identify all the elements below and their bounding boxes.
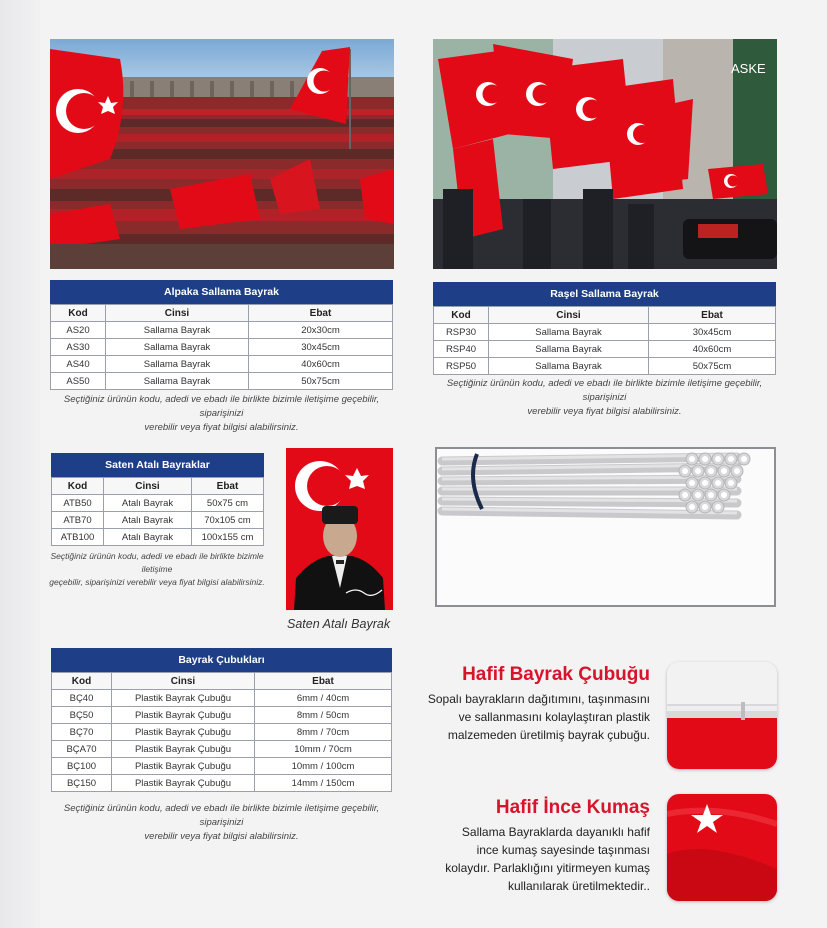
column-header-kod: Kod bbox=[434, 307, 489, 324]
cell-cinsi: Plastik Bayrak Çubuğu bbox=[112, 758, 255, 775]
cell-ebat: 40x60cm bbox=[249, 356, 393, 373]
cell-kod: RSP50 bbox=[434, 358, 489, 375]
saten-note bbox=[46, 550, 268, 589]
cubuk-note bbox=[51, 802, 392, 844]
saten-photo-caption: Saten Atalı Bayrak bbox=[287, 617, 391, 631]
cell-kod: ATB50 bbox=[52, 495, 104, 512]
table-row bbox=[51, 322, 393, 339]
feature-line: kullanılarak üretilmektedir.. bbox=[507, 879, 650, 893]
cell-ebat: 50x75cm bbox=[649, 358, 776, 375]
table-row bbox=[51, 373, 393, 390]
cell-ebat: 30x45cm bbox=[249, 339, 393, 356]
cell-kod: BÇ40 bbox=[52, 690, 112, 707]
cubuk-table-title: Bayrak Çubukları bbox=[51, 648, 392, 672]
table-row bbox=[52, 690, 392, 707]
cell-kod: BÇ150 bbox=[52, 775, 112, 792]
cell-cinsi: Sallama Bayrak bbox=[489, 341, 649, 358]
column-header-cinsi: Cinsi bbox=[112, 673, 255, 690]
cell-kod: BÇA70 bbox=[52, 741, 112, 758]
table-row bbox=[434, 358, 776, 375]
alpaka-note bbox=[50, 393, 393, 435]
alpaka-table-title: Alpaka Sallama Bayrak bbox=[50, 280, 393, 304]
feature-line: malzemeden üretilmiş bayrak çubuğu. bbox=[447, 728, 650, 742]
cell-ebat: 10mm / 100cm bbox=[255, 758, 392, 775]
cell-ebat: 70x105 cm bbox=[192, 512, 264, 529]
pole-closeup-thumbnail bbox=[667, 662, 777, 769]
note-line: verebilir veya fiyat bilgisi alabilirsiniz. bbox=[144, 422, 299, 433]
cell-ebat: 20x30cm bbox=[249, 322, 393, 339]
column-header-cinsi: Cinsi bbox=[106, 305, 249, 322]
column-header-ebat: Ebat bbox=[649, 307, 776, 324]
cell-ebat: 40x60cm bbox=[649, 341, 776, 358]
cell-kod: BÇ100 bbox=[52, 758, 112, 775]
ataturk-flag-photo bbox=[286, 448, 393, 610]
cell-ebat: 8mm / 70cm bbox=[255, 724, 392, 741]
note-line: Seçtiğiniz ürünün kodu, adedi ve ebadı ile birlikte bizimle iletişime geçebilir, siparişinizi bbox=[63, 394, 380, 419]
cell-ebat: 50x75cm bbox=[249, 373, 393, 390]
note-line: Seçtiğiniz ürünün kodu, adedi ve ebadı ile birlikte bizimle iletişime bbox=[50, 551, 264, 574]
table-row bbox=[52, 775, 392, 792]
table-row bbox=[52, 495, 264, 512]
building-sign: ASKE bbox=[731, 61, 766, 76]
cell-cinsi: Atalı Bayrak bbox=[104, 529, 192, 546]
cell-cinsi: Plastik Bayrak Çubuğu bbox=[112, 775, 255, 792]
cell-ebat: 100x155 cm bbox=[192, 529, 264, 546]
cell-ebat: 14mm / 150cm bbox=[255, 775, 392, 792]
feature-line: ve sallanmasını kolaylaştıran plastik bbox=[458, 710, 650, 724]
cell-kod: AS20 bbox=[51, 322, 106, 339]
column-header-kod: Kod bbox=[52, 673, 112, 690]
saten-table bbox=[51, 453, 264, 546]
cell-ebat: 6mm / 40cm bbox=[255, 690, 392, 707]
table-row bbox=[52, 724, 392, 741]
alpaka-table bbox=[50, 280, 393, 390]
note-line: verebilir veya fiyat bilgisi alabilirsiniz. bbox=[527, 406, 682, 417]
table-row bbox=[51, 339, 393, 356]
cell-ebat: 50x75 cm bbox=[192, 495, 264, 512]
note-line: Seçtiğiniz ürünün kodu, adedi ve ebadı ile birlikte bizimle iletişime geçebilir, siparişinizi bbox=[446, 378, 763, 403]
table-row bbox=[434, 341, 776, 358]
fabric-closeup-thumbnail bbox=[667, 794, 777, 901]
cell-kod: RSP40 bbox=[434, 341, 489, 358]
cell-cinsi: Sallama Bayrak bbox=[106, 356, 249, 373]
cell-kod: BÇ50 bbox=[52, 707, 112, 724]
plastic-poles-photo bbox=[435, 447, 776, 607]
cell-cinsi: Atalı Bayrak bbox=[104, 495, 192, 512]
cell-cinsi: Plastik Bayrak Çubuğu bbox=[112, 741, 255, 758]
cell-cinsi: Sallama Bayrak bbox=[106, 373, 249, 390]
table-row bbox=[52, 707, 392, 724]
crowd-flags-photo bbox=[50, 39, 394, 269]
cubuk-table bbox=[51, 648, 392, 792]
column-header-ebat: Ebat bbox=[255, 673, 392, 690]
rasel-table-title: Raşel Sallama Bayrak bbox=[433, 282, 776, 306]
table-row bbox=[52, 758, 392, 775]
feature-line: Sopalı bayrakların dağıtımını, taşınmasını bbox=[427, 692, 650, 706]
column-header-kod: Kod bbox=[51, 305, 106, 322]
note-line: verebilir veya fiyat bilgisi alabilirsiniz. bbox=[144, 831, 299, 842]
cell-kod: ATB70 bbox=[52, 512, 104, 529]
feature-text-pole bbox=[390, 690, 650, 744]
feature-text-fabric bbox=[390, 823, 650, 895]
feature-title-pole: Hafif Bayrak Çubuğu bbox=[462, 664, 650, 685]
feature-line: kolaydır. Parlaklığını yitirmeyen kumaş bbox=[445, 861, 650, 875]
note-line: Seçtiğiniz ürünün kodu, adedi ve ebadı ile birlikte bizimle iletişime geçebilir, siparişinizi bbox=[63, 803, 380, 828]
feature-line: ince kumaş sayesinde taşınması bbox=[476, 843, 650, 857]
cell-cinsi: Plastik Bayrak Çubuğu bbox=[112, 690, 255, 707]
table-row bbox=[52, 512, 264, 529]
column-header-cinsi: Cinsi bbox=[104, 478, 192, 495]
page-background-strip bbox=[0, 0, 40, 928]
cell-cinsi: Sallama Bayrak bbox=[106, 322, 249, 339]
saten-table-title: Saten Atalı Bayraklar bbox=[51, 453, 264, 477]
column-header-kod: Kod bbox=[52, 478, 104, 495]
cell-ebat: 8mm / 50cm bbox=[255, 707, 392, 724]
cell-cinsi: Plastik Bayrak Çubuğu bbox=[112, 724, 255, 741]
feature-title-fabric: Hafif İnce Kumaş bbox=[495, 797, 650, 818]
table-row bbox=[52, 529, 264, 546]
table-row bbox=[52, 741, 392, 758]
cell-kod: BÇ70 bbox=[52, 724, 112, 741]
cell-kod: AS30 bbox=[51, 339, 106, 356]
cell-ebat: 30x45cm bbox=[649, 324, 776, 341]
column-header-ebat: Ebat bbox=[249, 305, 393, 322]
rasel-table bbox=[433, 282, 776, 375]
feature-line: Sallama Bayraklarda dayanıklı hafif bbox=[461, 825, 650, 839]
table-row bbox=[434, 324, 776, 341]
table-row bbox=[51, 356, 393, 373]
cell-cinsi: Sallama Bayrak bbox=[106, 339, 249, 356]
cell-cinsi: Sallama Bayrak bbox=[489, 324, 649, 341]
rasel-note bbox=[433, 377, 776, 419]
cell-cinsi: Atalı Bayrak bbox=[104, 512, 192, 529]
cell-cinsi: Plastik Bayrak Çubuğu bbox=[112, 707, 255, 724]
cell-ebat: 10mm / 70cm bbox=[255, 741, 392, 758]
column-header-cinsi: Cinsi bbox=[489, 307, 649, 324]
cell-kod: ATB100 bbox=[52, 529, 104, 546]
note-line: geçebilir, siparişinizi verebilir veya fiyat bilgisi alabilirsiniz. bbox=[49, 577, 265, 587]
cell-cinsi: Sallama Bayrak bbox=[489, 358, 649, 375]
cell-kod: RSP30 bbox=[434, 324, 489, 341]
waving-flags-photo bbox=[433, 39, 777, 269]
cell-kod: AS50 bbox=[51, 373, 106, 390]
column-header-ebat: Ebat bbox=[192, 478, 264, 495]
cell-kod: AS40 bbox=[51, 356, 106, 373]
